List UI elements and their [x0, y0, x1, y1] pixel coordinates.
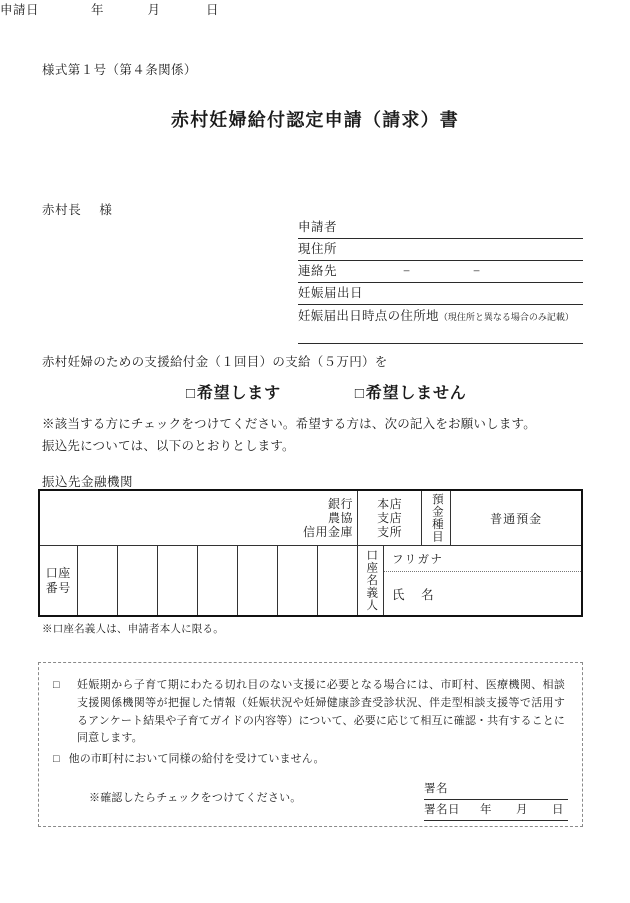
branch-type-branch: 支店	[377, 510, 403, 525]
account-number-cell-4[interactable]	[197, 546, 237, 617]
account-number-label-cell	[39, 546, 77, 617]
field-contact[interactable]	[298, 261, 583, 283]
field-pregnancy-notification-date-label: 妊娠届出日	[298, 286, 364, 300]
signature-date-label: 署名日	[424, 804, 460, 816]
application-date-label: 申請日	[0, 3, 40, 17]
addressee-honorific: 様	[99, 203, 113, 217]
page-title: 赤村妊婦給付認定申請（請求）書	[171, 110, 459, 130]
bank-branch-types	[358, 491, 421, 545]
wish-options-group	[186, 380, 467, 403]
application-date-month-unit: 月	[147, 3, 161, 17]
wish-yes-label: 希望します	[196, 385, 281, 402]
account-number-label-line2: 番号	[45, 580, 71, 595]
bank-section-label: 振込先金融機関	[42, 475, 134, 489]
consent-item-1-checkbox-icon[interactable]: □	[53, 679, 60, 691]
application-date-year-unit: 年	[91, 3, 104, 17]
field-pregnancy-address-label-row	[298, 305, 583, 327]
account-holder-value-cell	[384, 546, 582, 617]
deposit-kind-label-cell	[422, 490, 451, 546]
account-holder-furigana-label: フリガナ	[392, 553, 444, 566]
bank-institution-types	[40, 491, 357, 545]
form-number: 様式第１号（第４条関係）	[42, 63, 197, 77]
consent-item-2-checkbox-icon[interactable]: □	[53, 753, 60, 765]
consent-box	[38, 662, 583, 827]
field-applicant-name-label: 申請者	[298, 220, 338, 234]
consent-item-2-text: 他の市町村において同様の給付を受けていません。	[68, 753, 325, 765]
account-holder-name-field[interactable]	[384, 572, 581, 615]
institution-type-agri: 農協	[328, 510, 354, 525]
signature-date-field[interactable]	[424, 800, 568, 821]
contact-separator-2: −	[473, 264, 481, 278]
field-contact-label: 連絡先	[298, 264, 338, 278]
application-date-row	[0, 0, 630, 18]
account-number-cell-2[interactable]	[117, 546, 157, 617]
institution-type-bank: 銀行	[328, 496, 354, 511]
contact-separator-1: −	[403, 264, 411, 278]
field-pregnancy-notification-date[interactable]	[298, 283, 583, 305]
institution-type-shinkin: 信用金庫	[303, 525, 354, 540]
account-number-cell-7[interactable]	[317, 546, 357, 617]
bank-account-table	[38, 489, 583, 617]
field-current-address-label: 現住所	[298, 242, 338, 256]
branch-type-head: 本店	[377, 496, 403, 511]
addressee	[42, 200, 112, 218]
account-number-cell-5[interactable]	[237, 546, 277, 617]
field-pregnancy-address-label: 妊娠届出日時点の住所地	[298, 309, 439, 323]
account-holder-name-label-2: 名	[421, 587, 435, 602]
application-date-day-unit: 日	[206, 3, 219, 17]
consent-check-note: ※確認したらチェックをつけてください。	[89, 792, 302, 804]
benefit-statement: 赤村妊婦のための支援給付金（１回目）の支給（５万円）を	[42, 355, 388, 369]
signature-date-month-unit: 月	[516, 804, 528, 816]
field-pregnancy-address-note: （現住所と異なる場合のみ記載）	[438, 312, 574, 322]
signature-date-day-unit: 日	[552, 804, 564, 816]
wish-no-checkbox-icon[interactable]: □	[354, 386, 365, 402]
signature-block	[424, 779, 568, 821]
applicant-fields-block	[298, 217, 583, 344]
account-number-cell-3[interactable]	[157, 546, 197, 617]
consent-item-1[interactable]	[53, 677, 565, 748]
wish-no-label: 希望しません	[365, 385, 467, 402]
consent-item-1-text: 妊娠期から子育て期にわたる切れ目のない支援に必要となる場合には、市町村、医療機関、相談支援関係機関等が把握した情報（妊娠状況や妊婦健康診査受診状況、伴走型相談支援等で活用するアンケート結果や子育てガイドの内容等）について、必要に応じて相互に確認・共有することに同意します。	[77, 679, 565, 745]
wish-no-option[interactable]	[355, 380, 467, 403]
branch-type-office: 支所	[377, 525, 403, 540]
signature-label: 署名	[424, 783, 448, 795]
wish-note-line-1: ※該当する方にチェックをつけてください。希望する方は、次の記入をお願いします。	[42, 417, 536, 431]
deposit-kind-value: 普通預金	[490, 511, 543, 526]
wish-yes-checkbox-icon[interactable]: □	[186, 386, 196, 402]
signature-date-year-unit: 年	[480, 804, 492, 816]
account-number-cell-6[interactable]	[277, 546, 317, 617]
wish-yes-option[interactable]	[186, 380, 281, 403]
account-holder-label-cell	[358, 546, 384, 617]
signature-field[interactable]	[424, 779, 568, 800]
deposit-kind-value-cell[interactable]	[451, 490, 582, 546]
consent-item-2[interactable]	[53, 751, 325, 769]
bank-branch-cell[interactable]	[358, 490, 422, 546]
account-holder-furigana-field[interactable]	[384, 546, 581, 572]
field-current-address[interactable]	[298, 239, 583, 261]
account-holder-label: 口座名義人	[365, 549, 378, 612]
field-pregnancy-address-input[interactable]	[298, 327, 583, 344]
bank-institution-name-cell[interactable]	[39, 490, 358, 546]
deposit-kind-label: 預金種目	[430, 493, 443, 543]
field-applicant-name[interactable]	[298, 217, 583, 239]
account-number-label-line1: 口座	[45, 566, 71, 581]
bank-account-note: ※口座名義人は、申請者本人に限る。	[42, 624, 224, 635]
addressee-name: 赤村長	[42, 203, 82, 217]
wish-note-line-2: 振込先については、以下のとおりとします。	[42, 439, 295, 453]
account-holder-name-label-1: 氏	[392, 587, 406, 602]
account-number-cell-1[interactable]	[77, 546, 117, 617]
